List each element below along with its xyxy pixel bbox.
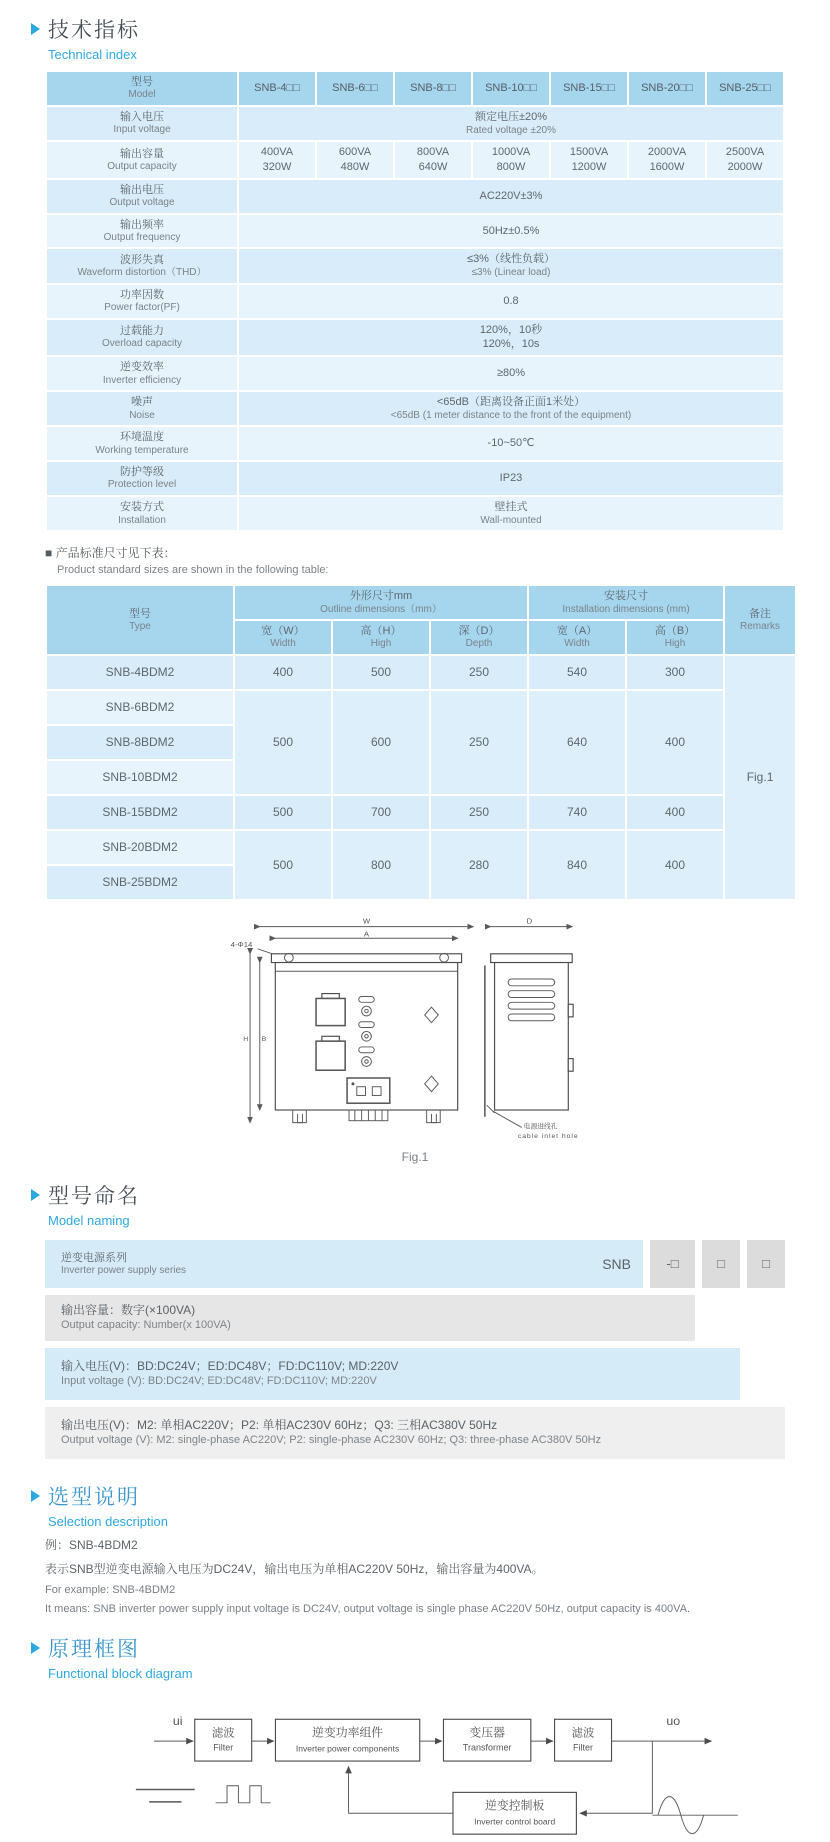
model-naming-diagram: [45, 1240, 785, 1459]
size-cell: 500: [235, 831, 331, 899]
size-remarks: Fig.1: [725, 656, 795, 899]
filter-1-en: Filter: [213, 1742, 234, 1753]
size-cell: 400: [627, 796, 723, 829]
size-cell: 400: [235, 656, 331, 689]
section-header-model-naming: [31, 1180, 785, 1210]
model-naming-row-series: [45, 1240, 785, 1288]
capacity-cell: 400VA 320W: [239, 142, 315, 178]
row-label: 过载能力 Overload capacity: [47, 320, 237, 356]
row-label: 输出电压 Output voltage: [47, 180, 237, 213]
capacity-cell: 1500VA 1200W: [551, 142, 627, 178]
size-sub-width-a: 宽（A） Width: [529, 621, 625, 654]
size-header-install: 安装尺寸 Installation dimensions (mm): [529, 586, 723, 619]
row-label: 环境温度 Working temperature: [47, 427, 237, 460]
row-label: 波形失真 Waveform distortion（THD）: [47, 249, 237, 282]
size-sub-high-b: 高（B） High: [627, 621, 723, 654]
cable-inlet-label-en: cable inlet hole: [517, 1133, 579, 1141]
row-value: 50Hz±0.5%: [239, 215, 783, 248]
spec-row-overload-capacity: [47, 320, 783, 356]
section-arrow-icon: [31, 1189, 40, 1201]
model-naming-row-output-voltage: 输出电压(V)：M2: 单相AC220V；P2: 单相AC230V 60Hz；Q3: 三相AC380V 50Hz Output voltage (V): M2: single-phase AC220V; P2: single-phase AC230V 60Hz; Q3: three-phase AC380V 50Hz: [45, 1407, 785, 1459]
section-arrow-icon: [31, 23, 40, 35]
row-value: 120%，10秒 120%，10s: [239, 320, 783, 356]
size-header-outline: 外形尺寸mm Outline dimensions（mm）: [235, 586, 527, 619]
row-value: ≥80%: [239, 357, 783, 390]
model-column: SNB-4□□: [239, 72, 315, 105]
input-signal-label: ui: [172, 1713, 183, 1728]
size-type: SNB-6BDM2: [47, 691, 233, 724]
size-sub-depth: 深（D） Depth: [431, 621, 527, 654]
size-sub-high: 高（H） High: [333, 621, 429, 654]
size-type: SNB-4BDM2: [47, 656, 233, 689]
size-type: SNB-10BDM2: [47, 761, 233, 794]
size-header-type: 型号 Type: [47, 586, 233, 654]
filter-2-box: [555, 1719, 612, 1761]
spec-table: [45, 70, 785, 532]
size-type: SNB-8BDM2: [47, 726, 233, 759]
spec-row-installation: [47, 497, 783, 530]
selection-example-cn: 例：SNB-4BDM2: [45, 1537, 138, 1552]
row-label: 输出容量 Output capacity: [47, 142, 237, 178]
sizes-note-en: Product standard sizes are shown in the following table:: [57, 564, 329, 577]
row-value: <65dB（距离设备正面1米处） <65dB (1 meter distance to the front of the equipment): [239, 392, 783, 425]
selection-example-en: For example: SNB-4BDM2: [45, 1583, 176, 1596]
outline-drawing: [225, 915, 605, 1164]
row-value: AC220V±3%: [239, 180, 783, 213]
capacity-cell: 1000VA 800W: [473, 142, 549, 178]
control-board-en: Inverter control board: [474, 1816, 556, 1827]
selection-meaning-cn: 表示SNB型逆变电源输入电压为DC24V，输出电压为单相AC220V 50Hz，输出容量为400VA。: [45, 1561, 544, 1576]
size-cell: 800: [333, 831, 429, 899]
row-label: 输出频率 Output frequency: [47, 215, 237, 248]
hinge-2: [568, 1059, 573, 1072]
section-title-cn: 技术指标: [48, 19, 140, 42]
size-cell: 840: [529, 831, 625, 899]
dim-h-label: H: [243, 1036, 249, 1044]
section-title-en: Model naming: [48, 1212, 130, 1228]
section-title-cn: 型号命名: [48, 1184, 140, 1208]
dim-w-label: W: [362, 916, 371, 926]
size-cell: 500: [333, 656, 429, 689]
row-label: 输入电压 Input voltage: [47, 107, 237, 140]
transformer-cn: 变压器: [469, 1725, 505, 1740]
model-column: SNB-10□□: [473, 72, 549, 105]
figure-caption: Fig.1: [401, 1149, 429, 1164]
section-arrow-icon: [31, 1490, 40, 1502]
row-label: 安装方式 Installation: [47, 497, 237, 530]
mounting-holes-label: 4-Φ14: [230, 939, 253, 949]
size-cell: 300: [627, 656, 723, 689]
dimension-drawing-svg: [225, 915, 605, 1143]
row-label: 逆变效率 Inverter efficiency: [47, 357, 237, 390]
dim-a-label: A: [363, 929, 370, 939]
inverter-power-en: Inverter power components: [295, 1743, 400, 1754]
section-title-en: Functional block diagram: [48, 1665, 193, 1681]
control-board-cn: 逆变控制板: [485, 1798, 545, 1813]
filter-1-cn: 滤波: [211, 1727, 235, 1740]
spec-table-header-row: [47, 72, 783, 105]
section-title-en: Technical index: [48, 47, 137, 62]
model-column: SNB-20□□: [629, 72, 705, 105]
section-arrow-icon: [31, 1642, 40, 1654]
size-cell: 540: [529, 656, 625, 689]
filter-2-en: Filter: [573, 1742, 594, 1753]
size-type: SNB-25BDM2: [47, 866, 233, 899]
hinge-1: [568, 1004, 573, 1017]
section-header-selection: [31, 1481, 785, 1511]
filter-2-cn: 滤波: [571, 1727, 595, 1740]
spec-row-output-voltage: [47, 180, 783, 213]
dim-d-label: D: [526, 916, 533, 926]
spec-row-inverter-efficiency: [47, 357, 783, 390]
spec-header-model: 型号 Model: [47, 72, 237, 105]
size-cell: 600: [333, 691, 429, 794]
capacity-cell: 2500VA 2000W: [707, 142, 783, 178]
size-cell: 640: [529, 691, 625, 794]
naming-series-cn: 逆变电源系列: [61, 1251, 127, 1264]
cable-inlet-label-cn: 电源进线孔: [523, 1123, 558, 1131]
size-row: [47, 796, 795, 829]
size-table: [45, 584, 797, 901]
model-column: SNB-15□□: [551, 72, 627, 105]
size-row: [47, 831, 795, 864]
model-placeholder-box-1: -□: [650, 1240, 695, 1288]
model-column: SNB-25□□: [707, 72, 783, 105]
transformer-en: Transformer: [462, 1742, 512, 1753]
size-type: SNB-20BDM2: [47, 831, 233, 864]
model-naming-row-capacity: 输出容量：数字(×100VA) Output capacity: Number(x 100VA): [45, 1295, 695, 1341]
row-value: 额定电压±20% Rated voltage ±20%: [239, 107, 783, 140]
row-value: 0.8: [239, 285, 783, 318]
size-type: SNB-15BDM2: [47, 796, 233, 829]
spec-row-output-frequency: [47, 215, 783, 248]
spec-row-output-capacity: [47, 142, 783, 178]
filter-1-box: [195, 1719, 252, 1761]
model-column: SNB-8□□: [395, 72, 471, 105]
size-header-remarks: 备注 Remarks: [725, 586, 795, 654]
selection-meaning-en: It means: SNB inverter power supply input voltage is DC24V, output voltage is single phase AC220V 50Hz, output capacity is 400VA.: [45, 1602, 691, 1615]
square-wave-icon: [216, 1786, 271, 1803]
row-value: IP23: [239, 462, 783, 495]
block-diagram-svg: [65, 1687, 765, 1837]
model-column: SNB-6□□: [317, 72, 393, 105]
size-cell: 250: [431, 796, 527, 829]
size-cell: 500: [235, 691, 331, 794]
size-row: [47, 691, 795, 724]
size-cell: 250: [431, 656, 527, 689]
spec-row-noise: [47, 392, 783, 425]
size-cell: 400: [627, 691, 723, 794]
model-code: SNB: [602, 1255, 631, 1272]
row-value: ≤3%（线性负载） ≤3% (Linear load): [239, 249, 783, 282]
row-label: 防护等级 Protection level: [47, 462, 237, 495]
section-title-cn: 选型说明: [48, 1485, 140, 1509]
size-sub-width: 宽（W） Width: [235, 621, 331, 654]
model-placeholder-box-3: □: [747, 1240, 785, 1288]
section-title-en: Selection description: [48, 1513, 168, 1529]
spec-row-input-voltage: [47, 107, 783, 140]
section-header-technical: [31, 14, 785, 44]
row-label: 功率因数 Power factor(PF): [47, 285, 237, 318]
naming-series-en: Inverter power supply series: [61, 1264, 187, 1276]
dim-b-label: B: [261, 1036, 267, 1044]
row-label: 噪声 Noise: [47, 392, 237, 425]
spec-row-protection-level: [47, 462, 783, 495]
spec-row-power-factor: [47, 285, 783, 318]
size-cell: 740: [529, 796, 625, 829]
capacity-cell: 800VA 640W: [395, 142, 471, 178]
row-value: 壁挂式 Wall-mounted: [239, 497, 783, 530]
functional-block-diagram: [65, 1687, 785, 1842]
size-cell: 700: [333, 796, 429, 829]
size-cell: 280: [431, 831, 527, 899]
selection-description: [45, 1536, 785, 1615]
size-row: [47, 656, 795, 689]
section-header-block-diagram: [31, 1633, 785, 1663]
capacity-cell: 2000VA 1600W: [629, 142, 705, 178]
model-placeholder-box-2: □: [702, 1240, 740, 1288]
output-signal-label: uo: [666, 1713, 681, 1728]
sizes-note: [45, 544, 785, 576]
spec-row-waveform-distortion: [47, 249, 783, 282]
sizes-note-cn: ■ 产品标准尺寸见下表：: [45, 546, 176, 561]
inverter-power-cn: 逆变功率组件: [312, 1725, 384, 1740]
size-cell: 400: [627, 831, 723, 899]
capacity-cell: 600VA 480W: [317, 142, 393, 178]
spec-row-working-temperature: [47, 427, 783, 460]
size-cell: 250: [431, 691, 527, 794]
model-naming-row-input-voltage: 输入电压(V)：BD:DC24V；ED:DC48V；FD:DC110V; MD:220V Input voltage (V): BD:DC24V; ED:DC48V; FD:DC110V; MD:220V: [45, 1348, 740, 1400]
size-table-group-row: [47, 586, 795, 619]
size-cell: 500: [235, 796, 331, 829]
row-value: -10~50℃: [239, 427, 783, 460]
section-title-cn: 原理框图: [48, 1637, 140, 1661]
